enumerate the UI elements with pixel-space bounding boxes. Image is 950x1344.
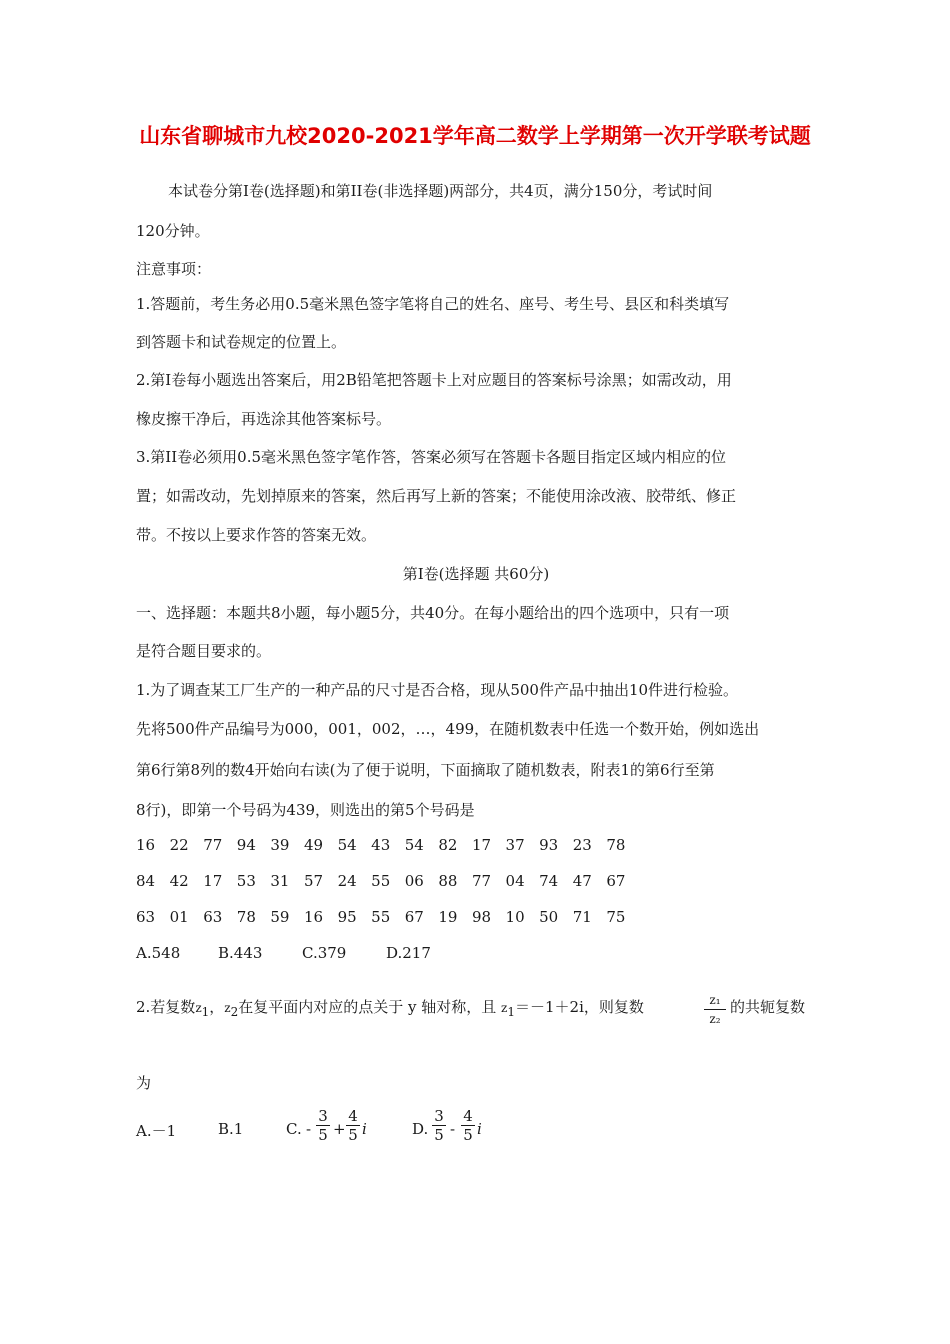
rn-cell: 95 (337, 908, 357, 926)
q2-option-c-frac1 (316, 1108, 330, 1143)
rn-cell: 94 (236, 836, 256, 854)
q2-frac-num: z₁ (709, 993, 721, 1007)
q2-text-c: ＝－1＋2i，则复数 (515, 998, 644, 1016)
rn-cell: 24 (337, 872, 357, 890)
q2-z1-sub: 1 (201, 1005, 210, 1019)
q1-option-d: D.217 (386, 944, 431, 962)
q2-fraction (704, 992, 726, 1027)
rn-cell: 78 (606, 836, 626, 854)
q2-option-d-frac2 (461, 1108, 475, 1143)
frac-num: 3 (434, 1107, 444, 1125)
frac-den: 5 (463, 1126, 473, 1144)
intro-line-2: 120分钟。 (136, 222, 210, 240)
note-3-line-2: 置；如需改动，先划掉原来的答案，然后再写上新的答案；不能使用涂改液、胶带纸、修正 (136, 487, 737, 505)
rn-cell: 31 (270, 872, 290, 890)
note-3-line-1: 3.第II卷必须用0.5毫米黑色签字笔作答，答案必须写在答题卡各题目指定区域内相应的位 (136, 448, 727, 466)
note-2-line-2: 橡皮擦干净后，再选涂其他答案标号。 (136, 410, 392, 428)
rn-cell: 04 (505, 872, 525, 890)
q1-line-3: 第6行第8列的数4开始向右读(为了便于说明，下面摘取了随机数表，附表1的第6行至第 (136, 761, 715, 779)
rn-cell: 77 (203, 836, 223, 854)
rn-cell: 54 (337, 836, 357, 854)
rn-cell: 17 (203, 872, 223, 890)
q2-line-1 (136, 996, 644, 1019)
q2-z1: z (195, 1001, 202, 1015)
note-1-line-2: 到答题卡和试卷规定的位置上。 (136, 333, 347, 351)
frac-den: 5 (318, 1126, 328, 1144)
rn-cell: 78 (236, 908, 256, 926)
q2-option-c-i: i (362, 1120, 367, 1138)
q2-z2-sub: 2 (230, 1005, 239, 1019)
rn-cell: 93 (539, 836, 559, 854)
q2-option-d-frac1 (432, 1108, 446, 1143)
frac-num: 4 (348, 1107, 358, 1125)
q1-line-2: 先将500件产品编号为000，001，002，…，499，在随机数表中任选一个数开始，例如选出 (136, 720, 760, 738)
random-table-row-2 (136, 872, 640, 890)
frac-num: 4 (463, 1107, 473, 1125)
q2-option-c-prefix: C. (286, 1120, 302, 1138)
rn-cell: 71 (572, 908, 592, 926)
notice-heading: 注意事项： (136, 260, 212, 278)
q1-option-b: B.443 (218, 944, 263, 962)
frac-num: 3 (318, 1107, 328, 1125)
rn-cell: 67 (404, 908, 424, 926)
note-2-line-1: 2.第Ⅰ卷每小题选出答案后，用2B铅笔把答题卡上对应题目的答案标号涂黑；如需改动，用 (136, 371, 732, 389)
rn-cell: 59 (270, 908, 290, 926)
rn-cell: 88 (438, 872, 458, 890)
document-title: 山东省聊城市九校2020-2021学年高二数学上学期第一次开学联考试题 (139, 124, 811, 148)
q2-text-e: 为 (136, 1074, 152, 1092)
rn-cell: 63 (136, 908, 156, 926)
rn-cell: 54 (404, 836, 424, 854)
rn-cell: 42 (169, 872, 189, 890)
frac-den: 5 (348, 1126, 358, 1144)
rn-cell: 43 (371, 836, 391, 854)
rn-cell: 47 (572, 872, 592, 890)
random-table-row-3 (136, 908, 640, 926)
q2-option-c-frac2 (346, 1108, 360, 1143)
part-heading: 第Ⅰ卷(选择题 共60分) (402, 565, 550, 583)
rn-cell: 17 (471, 836, 492, 854)
rn-cell: 53 (236, 872, 256, 890)
rn-cell: 01 (169, 908, 189, 926)
rn-cell: 55 (371, 872, 391, 890)
rn-cell: 19 (438, 908, 458, 926)
section-instruction-2: 是符合题目要求的。 (136, 642, 272, 660)
rn-cell: 67 (606, 872, 626, 890)
q1-line-4: 8行)，即第一个号码为439，则选出的第5个号码是 (136, 801, 475, 819)
rn-cell: 06 (404, 872, 424, 890)
rn-cell: 39 (270, 836, 290, 854)
q2-frac-bar (704, 1009, 726, 1010)
rn-cell: 75 (606, 908, 626, 926)
q1-option-c: C.379 (302, 944, 347, 962)
frac-den: 5 (434, 1126, 444, 1144)
rn-cell: 55 (371, 908, 391, 926)
q2-option-d-prefix: D. (412, 1120, 429, 1138)
q2-option-a: A.－1 (136, 1122, 177, 1140)
rn-cell: 98 (471, 908, 492, 926)
q1-line-1: 1.为了调查某工厂生产的一种产品的尺寸是否合格，现从500件产品中抽出10件进行检验。 (136, 681, 739, 699)
section-instruction-1: 一、选择题：本题共8小题，每小题5分，共40分。在每小题给出的四个选项中，只有一项 (136, 604, 730, 622)
q2-z1b-sub: 1 (507, 1005, 516, 1019)
rn-cell: 57 (303, 872, 324, 890)
rn-cell: 74 (539, 872, 559, 890)
q2-z1b: z (501, 1001, 508, 1015)
q2-option-c-sign2: + (333, 1120, 346, 1138)
q1-option-a: A.548 (136, 944, 181, 962)
rn-cell: 22 (169, 836, 189, 854)
q2-text-d: 的共轭复数 (730, 998, 806, 1016)
rn-cell: 23 (572, 836, 592, 854)
rn-cell: 63 (203, 908, 223, 926)
rn-cell: 77 (471, 872, 492, 890)
rn-cell: 16 (136, 836, 156, 854)
note-3-line-3: 带。不按以上要求作答的答案无效。 (136, 526, 377, 544)
rn-cell: 84 (136, 872, 156, 890)
note-1-line-1: 1.答题前，考生务必用0.5毫米黑色签字笔将自己的姓名、座号、考生号、县区和科类填写 (136, 295, 730, 313)
q2-z2: z (224, 1001, 231, 1015)
q2-sep: ， (209, 998, 225, 1016)
q2-option-d-sign: - (450, 1120, 456, 1138)
rn-cell: 82 (438, 836, 458, 854)
rn-cell: 37 (505, 836, 525, 854)
intro-line-1: 本试卷分第Ⅰ卷(选择题)和第II卷(非选择题)两部分，共4页，满分150分，考试时间 (168, 182, 713, 200)
rn-cell: 16 (303, 908, 324, 926)
rn-cell: 50 (539, 908, 559, 926)
random-table-row-1 (136, 836, 640, 854)
rn-cell: 49 (303, 836, 324, 854)
q2-option-d-i: i (477, 1120, 482, 1138)
q2-text-a: 2.若复数 (136, 998, 196, 1016)
q2-option-b: B.1 (218, 1120, 244, 1138)
rn-cell: 10 (505, 908, 525, 926)
q2-option-c-sign1: - (306, 1120, 312, 1138)
q2-text-b: 在复平面内对应的点关于 y 轴对称，且 (238, 998, 502, 1016)
q2-frac-den: z₂ (709, 1012, 721, 1026)
